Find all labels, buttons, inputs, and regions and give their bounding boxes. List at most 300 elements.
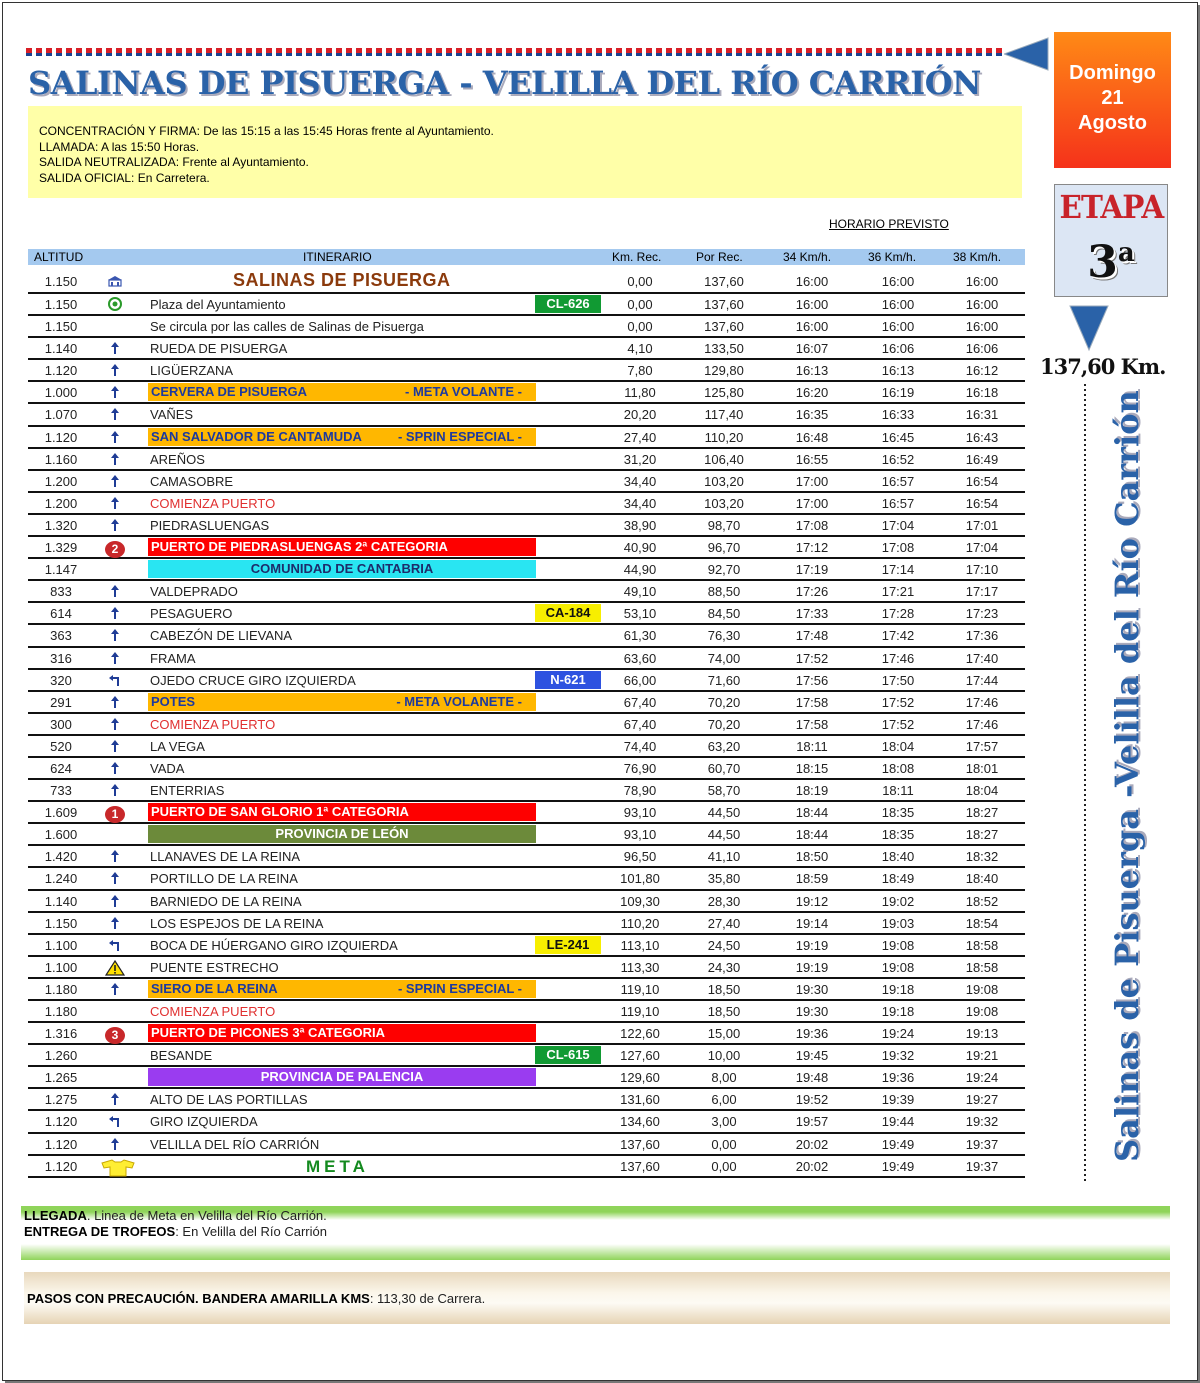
time-38-cell: 16:00	[965, 297, 999, 312]
time-34-cell: 19:30	[795, 1004, 829, 1019]
time-34-cell: 18:15	[795, 760, 829, 776]
time-34-cell: 16:00	[795, 297, 829, 312]
band-label: PUERTO DE SAN GLORIO 1ª CATEGORIA	[151, 804, 409, 820]
table-row	[28, 404, 1025, 426]
altitude-cell: 1.070	[44, 407, 78, 423]
time-34-cell: 18:59	[795, 871, 829, 887]
time-36-cell: 17:14	[881, 562, 915, 578]
altitude-cell: 833	[50, 584, 72, 600]
table-row	[28, 360, 1025, 382]
time-38-cell: 19:37	[965, 1158, 999, 1174]
col-itinerario: ITINERARIO	[303, 250, 372, 264]
km-rec-cell: 93,10	[623, 805, 657, 821]
table-row	[28, 338, 1025, 360]
arrow-up-icon	[100, 385, 130, 401]
km-rec-cell: 127,60	[620, 1048, 660, 1064]
time-34-cell: 17:19	[795, 562, 829, 578]
table-row	[28, 1156, 1025, 1178]
por-rec-cell: 18,50	[707, 981, 741, 997]
time-38-cell: 19:08	[965, 1004, 999, 1019]
arrow-up-icon	[100, 606, 130, 622]
time-34-cell: 16:00	[795, 319, 829, 335]
km-rec-cell: 109,30	[620, 893, 660, 909]
time-36-cell: 17:50	[881, 672, 915, 688]
category-1-icon: 1	[100, 805, 130, 823]
time-38-cell: 16:54	[965, 495, 999, 511]
time-38-cell: 17:01	[965, 517, 999, 533]
band-label: COMUNIDAD DE CANTABRIA	[250, 561, 434, 577]
table-row	[28, 294, 1025, 316]
time-36-cell: 16:57	[881, 495, 915, 511]
km-rec-cell: 0,00	[627, 319, 653, 335]
por-rec-cell: 98,70	[707, 517, 741, 533]
por-rec-cell: 15,00	[707, 1026, 741, 1042]
km-rec-cell: 101,80	[620, 871, 660, 887]
altitude-cell: 1.120	[44, 1158, 78, 1174]
date-month: Agosto	[1078, 112, 1147, 134]
time-34-cell: 18:50	[795, 849, 829, 865]
band-extra: - META VOLANETE -	[396, 693, 522, 709]
km-rec-cell: 31,20	[623, 451, 657, 467]
band-label: SAN SALVADOR DE CANTAMUDA	[151, 428, 362, 444]
time-34-cell: 16:48	[795, 429, 829, 445]
arrow-up-icon	[100, 894, 130, 910]
km-rec-cell: 38,90	[623, 517, 657, 533]
altitude-cell: 1.180	[44, 1004, 78, 1019]
altitude-cell: 1.260	[44, 1048, 78, 1064]
table-row	[28, 581, 1025, 603]
altitude-cell: 1.180	[44, 981, 78, 997]
time-38-cell: 17:10	[965, 562, 999, 578]
altitude-cell: 1.140	[44, 893, 78, 909]
por-rec-cell: 92,70	[707, 562, 741, 578]
arrow-up-icon	[100, 982, 130, 998]
time-38-cell: 17:57	[965, 738, 999, 754]
band-extra: - SPRIN ESPECIAL -	[397, 428, 522, 444]
table-row	[28, 891, 1025, 913]
por-rec-cell: 137,60	[704, 297, 744, 312]
altitude-cell: 1.150	[44, 915, 78, 931]
time-38-cell: 16:00	[965, 274, 999, 289]
time-34-cell: 16:35	[795, 407, 829, 423]
km-rec-cell: 93,10	[623, 827, 657, 843]
km-rec-cell: 44,90	[623, 562, 657, 578]
arrow-up-icon	[100, 695, 130, 711]
date-day: 21	[1101, 87, 1124, 109]
time-38-cell: 17:36	[965, 628, 999, 644]
time-36-cell: 19:24	[881, 1026, 915, 1042]
highlight-band	[148, 1024, 536, 1042]
por-rec-cell: 110,20	[704, 429, 744, 445]
por-rec-cell: 63,20	[707, 738, 741, 754]
time-38-cell: 16:00	[965, 319, 999, 335]
table-row	[28, 515, 1025, 537]
table-row	[28, 868, 1025, 890]
itinerary-cell: GIRO IZQUIERDA	[150, 1114, 258, 1130]
trofeos-line: ENTREGA DE TROFEOS: En Velilla del Río Carrión	[24, 1224, 327, 1239]
itinerary-cell: VELILLA DEL RÍO CARRIÓN	[150, 1136, 320, 1152]
altitude-cell: 1.140	[44, 341, 78, 357]
itinerary-cell: BARNIEDO DE LA REINA	[150, 893, 302, 909]
por-rec-cell: 10,00	[707, 1048, 741, 1064]
arrow-up-icon	[100, 871, 130, 887]
time-34-cell: 17:12	[795, 540, 829, 556]
arrow-up-icon	[100, 628, 130, 644]
time-34-cell: 18:19	[795, 783, 829, 799]
table-row	[28, 316, 1025, 338]
por-rec-cell: 60,70	[707, 760, 741, 776]
itinerary-cell: PESAGUERO	[150, 606, 233, 622]
highlight-band	[148, 560, 536, 578]
col-34: 34 Km/h.	[783, 250, 832, 264]
km-rec-cell: 119,10	[620, 1004, 660, 1019]
por-rec-cell: 117,40	[704, 407, 744, 423]
info-box	[28, 106, 1022, 198]
time-36-cell: 19:39	[881, 1092, 915, 1108]
itinerary-cell: VAÑES	[150, 407, 194, 423]
band-extra: - META VOLANTE -	[405, 384, 522, 400]
table-row	[28, 1045, 1025, 1067]
time-34-cell: 16:07	[795, 341, 829, 357]
table-row	[28, 670, 1025, 692]
time-36-cell: 16:00	[881, 274, 915, 289]
time-36-cell: 16:06	[881, 341, 915, 357]
time-38-cell: 16:31	[965, 407, 999, 423]
time-38-cell: 18:27	[965, 827, 999, 843]
itinerary-cell: VADA	[150, 760, 185, 776]
altitude-cell: 1.100	[44, 937, 78, 953]
arrival-bar	[21, 1206, 1170, 1260]
km-rec-cell: 4,10	[627, 341, 653, 357]
itinerary-cell: PIEDRASLUENGAS	[150, 517, 270, 533]
table-row	[28, 1134, 1025, 1156]
arrow-up-icon	[100, 916, 130, 932]
arrow-up-icon	[100, 783, 130, 799]
itinerary-cell: CABEZÓN DE LIEVANA	[150, 628, 293, 644]
altitude-cell: 1.265	[44, 1070, 78, 1086]
highlight-band	[148, 803, 536, 821]
time-36-cell: 18:49	[881, 871, 915, 887]
por-rec-cell: 76,30	[707, 628, 741, 644]
table-row	[28, 1001, 1025, 1023]
por-rec-cell: 74,00	[707, 650, 741, 666]
arrow-up-icon	[100, 452, 130, 468]
vertical-stage-title: Salinas de Pisuerga -Velilla del Río Carrión	[1108, 390, 1146, 1162]
table-header	[28, 249, 1025, 265]
highlight-band	[148, 693, 536, 711]
km-rec-cell: 131,60	[620, 1092, 660, 1108]
road-badge: CL-615	[535, 1046, 601, 1064]
highlight-band	[148, 1068, 536, 1086]
start-town: SALINAS DE PISUERGA	[233, 270, 451, 290]
time-38-cell: 19:27	[965, 1092, 999, 1108]
por-rec-cell: 28,30	[707, 893, 741, 909]
time-34-cell: 19:45	[795, 1048, 829, 1064]
table-row	[28, 648, 1025, 670]
por-rec-cell: 24,50	[707, 937, 741, 953]
time-34-cell: 20:02	[795, 1136, 829, 1152]
table-row	[28, 493, 1025, 515]
km-rec-cell: 34,40	[623, 495, 657, 511]
km-rec-cell: 113,30	[620, 959, 660, 975]
time-36-cell: 18:40	[881, 849, 915, 865]
itinerary-cell: OJEDO CRUCE GIRO IZQUIERDA	[150, 672, 356, 688]
por-rec-cell: 129,80	[704, 363, 744, 379]
time-36-cell: 18:35	[881, 805, 915, 821]
km-rec-cell: 76,90	[623, 760, 657, 776]
km-rec-cell: 11,80	[624, 385, 656, 401]
altitude-cell: 1.000	[44, 385, 78, 401]
km-rec-cell: 122,60	[620, 1026, 660, 1042]
km-rec-cell: 0,00	[627, 274, 653, 289]
time-38-cell: 18:52	[965, 893, 999, 909]
arrow-up-icon	[100, 584, 130, 600]
turn-left-icon	[100, 673, 130, 689]
altitude-cell: 1.320	[44, 517, 78, 533]
arrow-up-icon	[100, 341, 130, 357]
time-36-cell: 17:08	[881, 540, 915, 556]
arrow-up-icon	[100, 761, 130, 777]
itinerary-cell: CAMASOBRE	[150, 473, 234, 489]
time-34-cell: 17:52	[795, 650, 829, 666]
time-38-cell: 17:17	[965, 584, 999, 600]
time-36-cell: 19:02	[881, 893, 915, 909]
target-icon	[100, 297, 130, 314]
time-34-cell: 19:14	[795, 915, 829, 931]
time-34-cell: 19:52	[795, 1092, 829, 1108]
por-rec-cell: 44,50	[707, 827, 741, 843]
km-rec-cell: 0,00	[627, 297, 653, 312]
itinerary-cell: RUEDA DE PISUERGA	[150, 341, 288, 357]
road-badge: LE-241	[535, 936, 601, 954]
table-row	[28, 824, 1025, 846]
arrow-up-icon	[100, 651, 130, 667]
table-row	[28, 1023, 1025, 1045]
band-label: SIERO DE LA REINA	[151, 980, 278, 996]
altitude-cell: 1.150	[44, 297, 78, 312]
altitude-cell: 1.316	[44, 1026, 78, 1042]
finish-label: META	[306, 1156, 369, 1176]
table-row	[28, 625, 1025, 647]
arrow-up-icon	[100, 407, 130, 423]
col-36: 36 Km/h.	[868, 250, 917, 264]
por-rec-cell: 58,70	[707, 783, 741, 799]
time-38-cell: 16:06	[965, 341, 999, 357]
time-38-cell: 17:23	[965, 606, 999, 622]
altitude-cell: 1.609	[44, 805, 78, 821]
arrow-up-icon	[100, 849, 130, 865]
band-label: PUERTO DE PICONES 3ª CATEGORIA	[151, 1025, 386, 1041]
altitude-cell: 1.329	[44, 540, 78, 556]
time-36-cell: 17:21	[881, 584, 915, 600]
highlight-band	[148, 980, 536, 998]
arrow-up-icon	[100, 1092, 130, 1108]
por-rec-cell: 6,00	[711, 1092, 737, 1108]
time-36-cell: 17:52	[881, 694, 915, 710]
altitude-cell: 291	[50, 694, 72, 710]
time-36-cell: 19:44	[881, 1114, 915, 1130]
time-38-cell: 17:44	[965, 672, 999, 688]
km-rec-cell: 67,40	[623, 716, 657, 732]
col-altitud: ALTITUD	[34, 250, 84, 264]
km-rec-cell: 27,40	[623, 429, 657, 445]
time-34-cell: 17:33	[795, 606, 829, 622]
time-36-cell: 19:08	[881, 959, 915, 975]
llegada-line: LLEGADA. Linea de Meta en Velilla del Río Carrión.	[24, 1208, 327, 1223]
por-rec-cell: 106,40	[704, 451, 744, 467]
time-36-cell: 19:18	[881, 1004, 915, 1019]
altitude-cell: 520	[50, 738, 72, 754]
por-rec-cell: 8,00	[711, 1070, 737, 1086]
km-rec-cell: 20,20	[623, 407, 657, 423]
km-rec-cell: 66,00	[623, 672, 657, 688]
por-rec-cell: 41,10	[707, 849, 741, 865]
km-rec-cell: 137,60	[620, 1136, 660, 1152]
altitude-cell: 300	[50, 716, 72, 732]
jersey-icon	[100, 1159, 130, 1180]
km-rec-cell: 119,10	[620, 981, 660, 997]
time-36-cell: 16:57	[881, 473, 915, 489]
itinerary-cell: LIGÜERZANA	[150, 363, 234, 379]
stage-title: SALINAS DE PISUERGA - VELILLA DEL RÍO CARRIÓN	[28, 64, 981, 102]
table-row	[28, 758, 1025, 780]
col-38: 38 Km/h.	[953, 250, 1002, 264]
time-38-cell: 16:54	[965, 473, 999, 489]
por-rec-cell: 3,00	[711, 1114, 737, 1130]
band-label: PROVINCIA DE PALENCIA	[260, 1069, 424, 1085]
km-rec-cell: 110,20	[620, 915, 660, 931]
band-extra: - SPRIN ESPECIAL -	[397, 980, 522, 996]
table-row	[28, 979, 1025, 1001]
time-38-cell: 18:32	[965, 849, 999, 865]
time-34-cell: 18:44	[795, 827, 829, 843]
altitude-cell: 614	[50, 606, 72, 622]
por-rec-cell: 35,80	[707, 871, 741, 887]
por-rec-cell: 125,80	[704, 385, 744, 401]
table-row	[28, 603, 1025, 625]
arrow-up-icon	[100, 363, 130, 379]
km-rec-cell: 113,10	[620, 937, 660, 953]
altitude-cell: 1.275	[44, 1092, 78, 1108]
info-line: SALIDA OFICIAL: En Carretera.	[39, 170, 210, 185]
road-badge: CL-626	[535, 295, 601, 313]
time-38-cell: 19:08	[965, 981, 999, 997]
table-row	[28, 913, 1025, 935]
time-34-cell: 16:55	[795, 451, 829, 467]
turn-left-icon	[100, 938, 130, 954]
date-weekday: Domingo	[1069, 62, 1156, 84]
altitude-cell: 1.200	[44, 495, 78, 511]
altitude-cell: 1.100	[44, 959, 78, 975]
time-36-cell: 17:42	[881, 628, 915, 644]
por-rec-cell: 96,70	[707, 540, 741, 556]
table-row	[28, 382, 1025, 404]
arrow-left-icon	[1004, 36, 1050, 72]
band-label: PUERTO DE PIEDRASLUENGAS 2ª CATEGORIA	[151, 539, 448, 555]
time-34-cell: 17:00	[795, 495, 829, 511]
por-rec-cell: 137,60	[704, 274, 744, 289]
road-badge: N-621	[535, 671, 601, 689]
time-38-cell: 19:32	[965, 1114, 999, 1130]
etapa-label: ETAPA	[1059, 188, 1164, 226]
arrow-up-icon	[100, 474, 130, 490]
por-rec-cell: 71,60	[707, 672, 741, 688]
por-rec-cell: 27,40	[707, 915, 741, 931]
time-38-cell: 19:24	[965, 1070, 999, 1086]
km-rec-cell: 40,90	[623, 540, 657, 556]
highlight-band	[148, 428, 536, 446]
time-36-cell: 16:52	[881, 451, 915, 467]
highlight-band	[148, 383, 536, 401]
altitude-cell: 1.420	[44, 849, 78, 865]
time-36-cell: 17:52	[881, 716, 915, 732]
km-rec-cell: 134,60	[620, 1114, 660, 1130]
altitude-cell: 1.147	[44, 562, 78, 578]
time-34-cell: 19:12	[795, 893, 829, 909]
time-34-cell: 17:56	[795, 672, 829, 688]
time-36-cell: 16:00	[881, 297, 915, 312]
km-rec-cell: 78,90	[623, 783, 657, 799]
km-rec-cell: 129,60	[620, 1070, 660, 1086]
arrow-up-icon	[100, 496, 130, 512]
time-38-cell: 18:54	[965, 915, 999, 931]
time-38-cell: 18:40	[965, 871, 999, 887]
time-36-cell: 18:08	[881, 760, 915, 776]
time-34-cell: 17:00	[795, 473, 829, 489]
por-rec-cell: 24,30	[707, 959, 741, 975]
arrow-up-icon	[100, 518, 130, 534]
table-row	[28, 846, 1025, 868]
km-rec-cell: 137,60	[620, 1158, 660, 1174]
caution-bar: PASOS CON PRECAUCIÓN. BANDERA AMARILLA KMS: 113,30 de Carrera.	[24, 1272, 1170, 1324]
itinerary-cell: BESANDE	[150, 1048, 213, 1064]
altitude-cell: 624	[50, 760, 72, 776]
time-38-cell: 18:58	[965, 937, 999, 953]
time-38-cell: 18:58	[965, 959, 999, 975]
time-38-cell: 16:18	[965, 385, 999, 401]
time-36-cell: 19:08	[881, 937, 915, 953]
time-36-cell: 17:46	[881, 650, 915, 666]
table-row	[28, 268, 1025, 294]
table-row	[28, 559, 1025, 581]
time-38-cell: 19:37	[965, 1136, 999, 1152]
time-38-cell: 17:04	[965, 540, 999, 556]
turn-left-icon	[100, 1114, 130, 1130]
time-34-cell: 19:57	[795, 1114, 829, 1130]
vertical-dotted-line	[1084, 384, 1086, 1184]
arrow-up-icon	[100, 717, 130, 733]
arrow-up-icon	[100, 430, 130, 446]
time-36-cell: 19:49	[881, 1158, 915, 1174]
km-rec-cell: 96,50	[623, 849, 657, 865]
etapa-box	[1054, 184, 1168, 297]
itinerary-cell: PUENTE ESTRECHO	[150, 959, 279, 975]
altitude-cell: 1.120	[44, 363, 78, 379]
time-36-cell: 16:19	[881, 385, 915, 401]
category-2-icon: 2	[100, 540, 130, 558]
table-row	[28, 1067, 1025, 1089]
por-rec-cell: 0,00	[711, 1158, 737, 1174]
altitude-cell: 1.600	[44, 827, 78, 843]
table-row	[28, 957, 1025, 979]
col-por-rec: Por Rec.	[696, 250, 743, 264]
time-36-cell: 16:13	[881, 363, 915, 379]
itinerary-cell: Plaza del Ayuntamiento	[150, 297, 286, 312]
band-label: POTES	[151, 693, 196, 709]
por-rec-cell: 84,50	[707, 606, 741, 622]
itinerary-cell: AREÑOS	[150, 451, 205, 467]
arrow-down-icon	[1068, 304, 1110, 352]
